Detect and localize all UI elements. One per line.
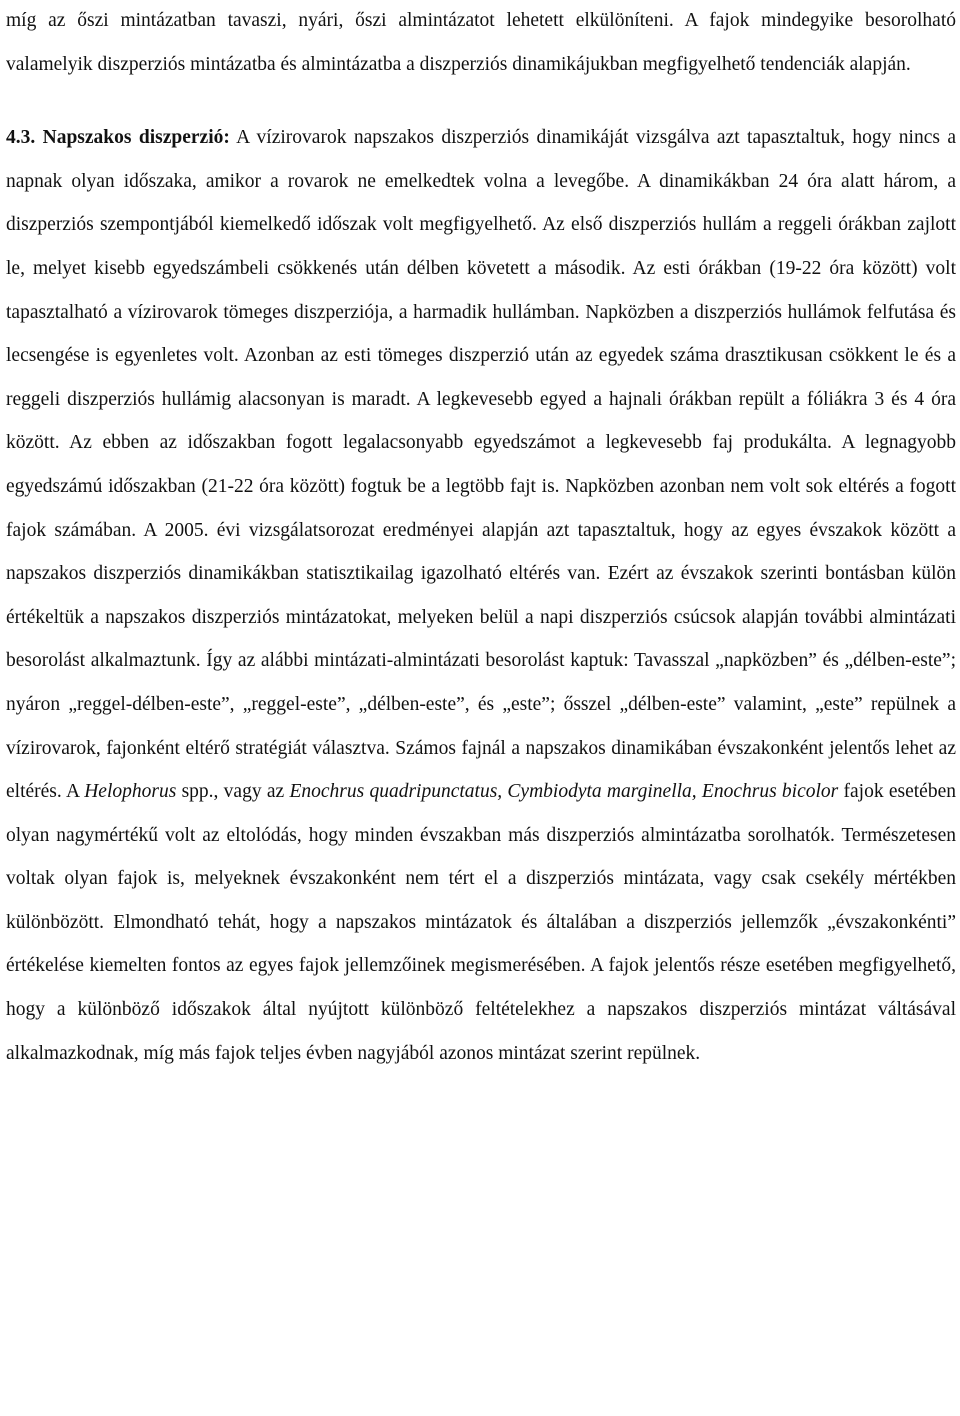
paragraph-intro [6, 0, 956, 86]
taxon-list: Enochrus quadripunctatus, Cymbiodyta marginella, Enochrus bicolor [289, 781, 839, 803]
paragraph-napszakos-diszperzio [6, 116, 956, 1075]
section-heading: 4.3. Napszakos diszperzió: [6, 127, 230, 149]
paragraph-intro-text: míg az őszi mintázatban tavaszi, nyári, őszi almintázatot lehetett elkülöníteni. A fajok mindegyike besorolható valamelyik diszperziós mintázatba és almintázatba a diszperziós dinamikájukban megfigyelhető tendenciák alapján. [6, 10, 956, 75]
paragraph-text-part-b: spp., vagy az [176, 781, 290, 803]
taxon-helophorus: Helophorus [84, 781, 177, 803]
document-page [6, 0, 956, 1075]
paragraph-text-part-c: fajok esetében olyan nagymértékű volt az eltolódás, hogy minden évszakban más diszperziós almintázatba sorolhatók. Természetesen voltak olyan fajok is, melyeknek évszakonként nem tért el a diszperziós mintázata, vagy csak csekély mértékben különbözött. Elmondható tehát, hogy a napszakos mintázatok és általában a diszperziós jellemzők „évszakonkénti” értékelése kiemelten fontos az egyes fajok jellemzőinek megismerésében. A fajok jelentős része esetében megfigyelhető, hogy a különböző időszakok által nyújtott különböző feltételekhez a napszakos diszperziós mintázat váltásával alkalmazkodnak, míg más fajok teljes évben nagyjából azonos mintázat szerint repülnek. [6, 781, 956, 1064]
paragraph-text-part-a: A vízirovarok napszakos diszperziós dinamikáját vizsgálva azt tapasztaltuk, hogy nincs a napnak olyan időszaka, amikor a rovarok ne emelkedtek volna a levegőbe. A dinamikákban 24 óra alatt három, a diszperziós szempontjából kiemelkedő időszak volt megfigyelhető. Az első diszperziós hullám a reggeli órákban zajlott le, melyet kisebb egyedszámbeli csökkenés után délben követett a második. Az esti órákban (19-22 óra között) volt tapasztalható a vízirovarok tömeges diszperziója, a harmadik hullámban. Napközben a diszperziós hullámok felfutása és lecsengése is egyenletes volt. Azonban az esti tömeges diszperzió után az egyedek száma drasztikusan csökkent le és a reggeli diszperziós hullámig alacsonyan is maradt. A legkevesebb egyed a hajnali órákban repült a fóliákra 3 és 4 óra között. Az ebben az időszakban fogott legalacsonyabb egyedszámot a legkevesebb faj produkálta. A legnagyobb egyedszámú időszakban (21-22 óra között) fogtuk be a legtöbb fajt is. Napközben azonban nem volt sok eltérés a fogott fajok számában. A 2005. évi vizsgálatsorozat eredményei alapján azt tapasztaltuk, hogy az egyes évszakok között a napszakos diszperziós dinamikákban statisztikailag igazolható eltérés van. Ezért az évszakok szerinti bontásban külön értékeltük a napszakos diszperziós mintázatokat, melyeken belül a napi diszperziós csúcsok alapján további almintázati besorolást alkalmaztunk. Így az alábbi mintázati-almintázati besorolást kaptuk: Tavasszal „napközben” és „délben-este”; nyáron „reggel-délben-este”, „reggel-este”, „délben-este”, és „este”; ősszel „délben-este” valamint, „este” repülnek a vízirovarok, fajonként eltérő stratégiát választva. Számos fajnál a napszakos dinamikában évszakonként jelentős lehet az eltérés. A [6, 127, 956, 803]
